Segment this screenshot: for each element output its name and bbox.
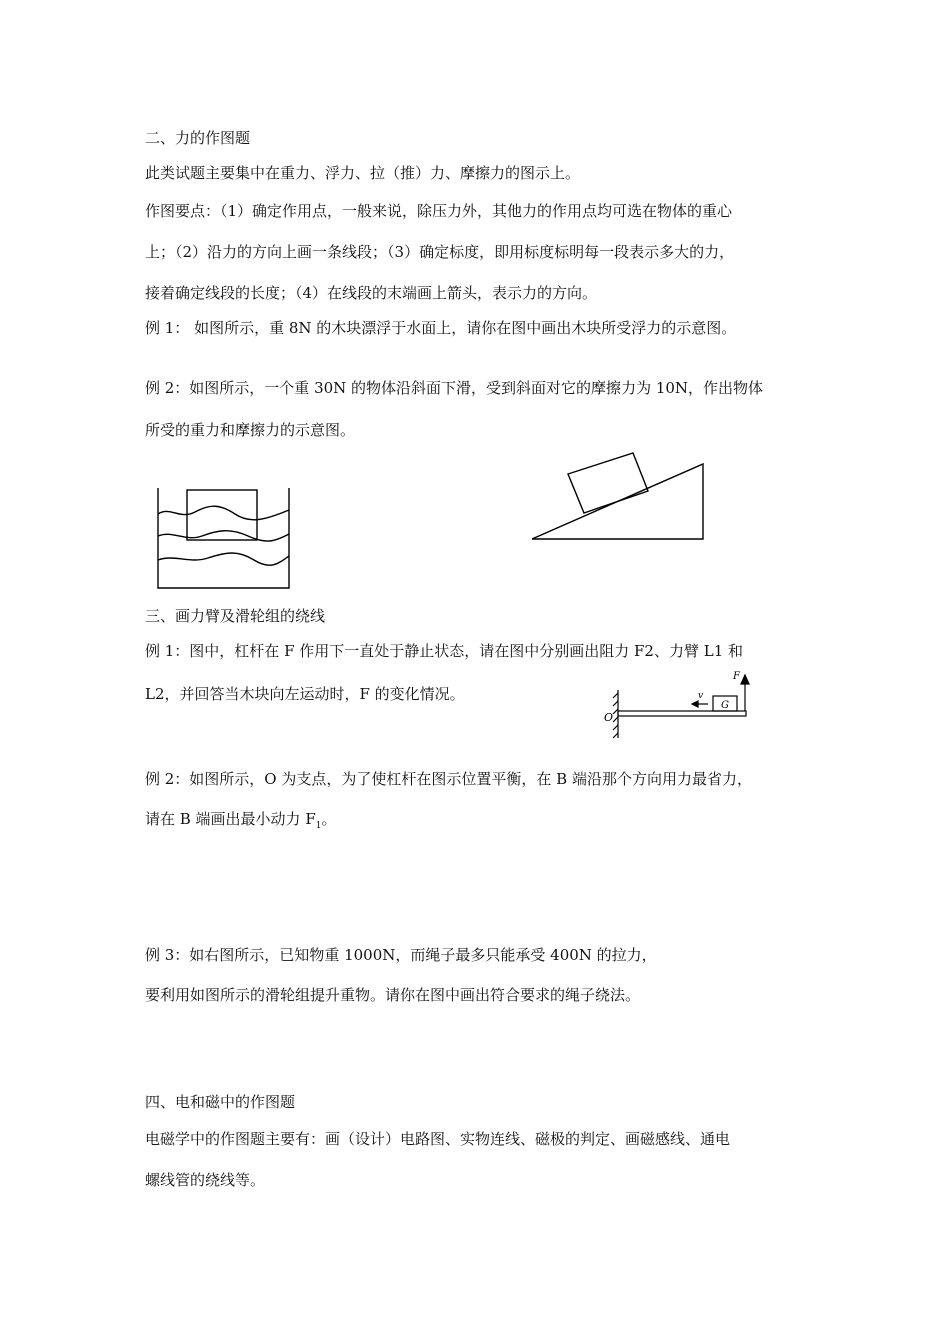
sliding-block <box>568 453 648 513</box>
min-force-end: 。 <box>321 810 337 828</box>
label-o: O <box>604 711 614 724</box>
water-wave-3 <box>158 553 289 565</box>
lever-example-2-line-1: 例 2：如图所示，O 为支点，为了使杠杆在图示位置平衡，在 B 端沿那个方向用力最省力， <box>145 770 752 788</box>
force-points-1: 作图要点：（1）确定作用点，一般来说，除压力外，其他力的作用点均可选在物体的重心 <box>145 202 733 220</box>
lever-figure <box>600 665 760 745</box>
lever-example-2-line-2 <box>145 809 337 836</box>
lever-example-1-line-2: L2，并回答当木块向左运动时，F 的变化情况。 <box>145 685 465 703</box>
force-points-3: 接着确定线段的长度；（4）在线段的末端画上箭头，表示力的方向。 <box>145 284 598 302</box>
force-example-2-line-2: 所受的重力和摩擦力的示意图。 <box>145 421 356 439</box>
min-force-subscript: 1 <box>315 821 322 831</box>
section-heading-force: 二、力的作图题 <box>145 129 251 147</box>
min-force-text: 请在 B 端画出最小动力 F <box>145 810 316 828</box>
wooden-block <box>187 490 257 540</box>
force-example-2-line-1: 例 2：如图所示，一个重 30N 的物体沿斜面下滑，受到斜面对它的摩擦力为 10N，作出物体 <box>145 379 764 397</box>
label-f: F <box>733 671 740 682</box>
container-walls <box>158 488 289 588</box>
pulley-example-3-line-1: 例 3：如右图所示，已知物重 1000N，而绳子最多只能承受 400N 的拉力， <box>145 946 657 964</box>
em-intro-2: 螺线管的绕线等。 <box>145 1171 266 1189</box>
section-heading-lever: 三、画力臂及滑轮组的绕线 <box>145 607 326 625</box>
force-intro: 此类试题主要集中在重力、浮力、拉（推）力、摩擦力的图示上。 <box>145 164 581 182</box>
wall-hatching <box>613 693 618 738</box>
label-v: v <box>698 691 704 701</box>
lever-example-1-line-1: 例 1：图中，杠杆在 F 作用下一直处于静止状态，请在图中分别画出阻力 F2、力臂 L1 和 <box>145 642 744 660</box>
pulley-example-3-line-2: 要利用如图所示的滑轮组提升重物。请你在图中画出符合要求的绳子绕法。 <box>145 986 641 1004</box>
section-heading-em: 四、电和磁中的作图题 <box>145 1093 296 1111</box>
floating-block-figure <box>150 484 295 592</box>
incline-block-figure <box>528 448 713 544</box>
force-example-1: 例 1： 如图所示，重 8N 的木块漂浮于水面上，请你在图中画出木块所受浮力的示意图。 <box>145 319 737 337</box>
label-g: G <box>721 700 729 711</box>
force-points-2: 上；（2）沿力的方向上画一条线段；（3）确定标度，即用标度标明每一段表示多大的力， <box>145 243 735 261</box>
lever-bar <box>618 711 746 716</box>
em-intro-1: 电磁学中的作图题主要有：画（设计）电路图、实物连线、磁极的判定、画磁感线、通电 <box>145 1130 731 1148</box>
water-surface-wave <box>158 506 289 520</box>
